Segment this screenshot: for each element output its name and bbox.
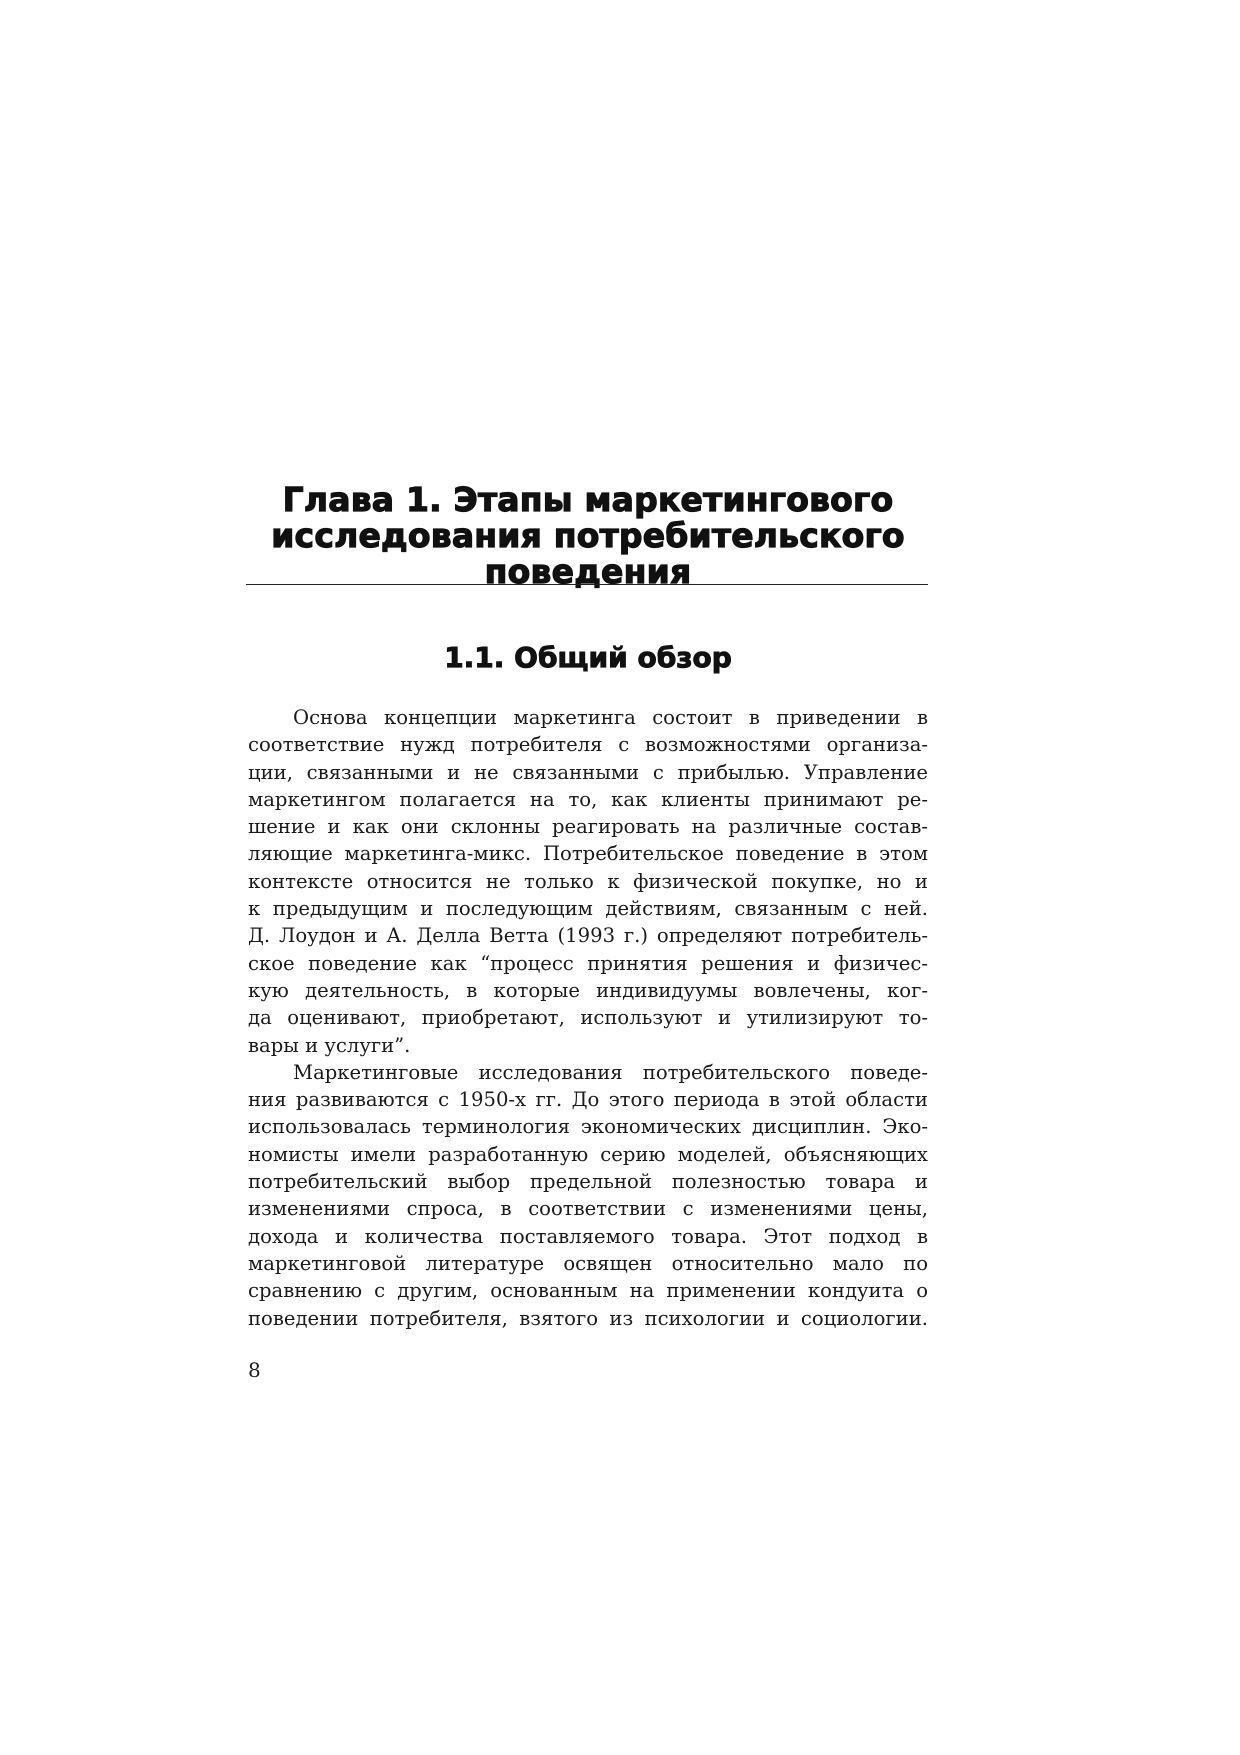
text-line: вары и услуги”. [248, 1033, 411, 1057]
text-line: использовалась терминология экономических дисциплин. Эко- [248, 1115, 928, 1139]
text-line: ции, связанными и не связанными с прибылью. Управление [248, 760, 928, 784]
text-line: ляющие маркетинга-микс. Потребительское поведение в этом [248, 842, 928, 866]
text-line: да оценивают, приобретают, используют и утилизируют то- [248, 1006, 928, 1030]
text-line: поведении потребителя, взятого из психологии и социологии. [248, 1306, 928, 1330]
section-title: 1.1. Общий обзор [444, 641, 732, 674]
paragraph-1 [248, 704, 928, 1059]
text-line: Д. Лоудон и А. Делла Ветта (1993 г.) определяют потребитель- [248, 924, 928, 948]
text-line: кую деятельность, в которые индивидуумы вовлечены, ког- [248, 978, 928, 1002]
text-line: сравнению с другим, основанным на применении кондуита о [248, 1279, 928, 1303]
page-number: 8 [248, 1358, 261, 1382]
text-line: контексте относится не только к физической покупке, но и [248, 869, 928, 893]
text-line: изменениями спроса, в соответствии с изменениями цены, [248, 1197, 928, 1221]
chapter-divider [246, 584, 928, 585]
chapter-title [248, 482, 928, 590]
text-line: номисты имели разработанную серию моделей, объясняющих [248, 1142, 928, 1166]
text-line: шение и как они склонны реагировать на различные состав- [248, 815, 928, 839]
text-line: соответствие нужд потребителя с возможностями организа- [248, 733, 928, 757]
text-line: маркетингом полагается на то, как клиенты принимают ре- [248, 787, 928, 811]
body-text [248, 704, 928, 1332]
text-line: к предыдущим и последующим действиям, связанным с ней. [248, 897, 928, 921]
text-line: Основа концепции маркетинга состоит в приведении в [293, 706, 928, 729]
text-line: Маркетинговые исследования потребительского поведе- [293, 1060, 928, 1084]
paragraph-2 [248, 1059, 928, 1332]
chapter-title-line: исследования потребительского [271, 516, 905, 555]
text-line: маркетинговой литературе освящен относительно мало по [248, 1251, 928, 1275]
text-line: дохода и количества поставляемого товара. Этот подход в [248, 1224, 928, 1248]
text-line: потребительский выбор предельной полезностью товара и [248, 1170, 928, 1194]
text-line: ское поведение как “процесс принятия решения и физичес- [248, 951, 928, 975]
text-line: ния развиваются с 1950-х гг. До этого периода в этой области [248, 1088, 928, 1112]
chapter-title-line: Глава 1. Этапы маркетингового [282, 480, 894, 519]
chapter-title-line: поведения [484, 552, 692, 591]
